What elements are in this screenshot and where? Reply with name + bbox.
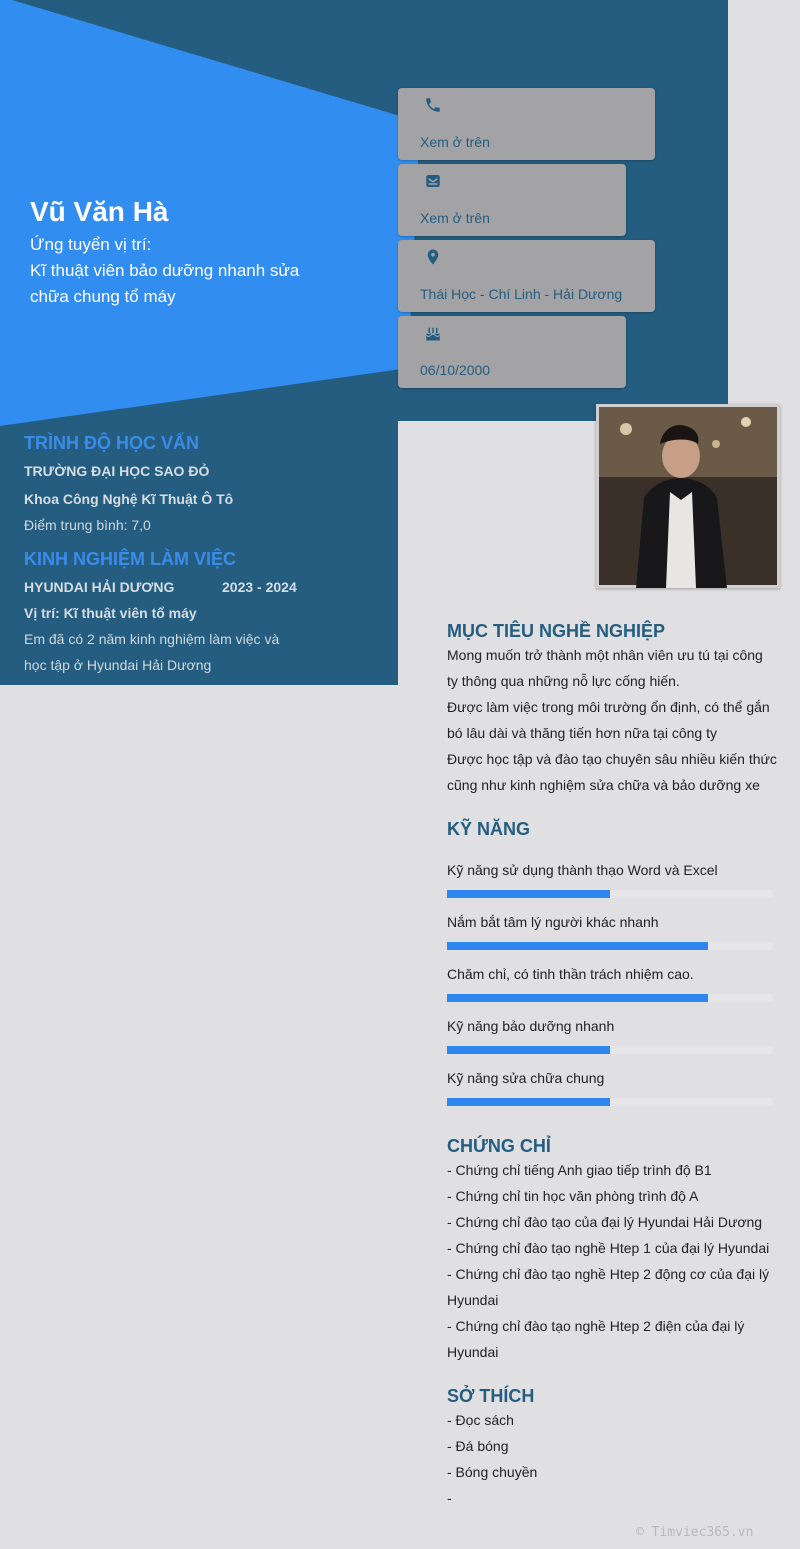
contact-birthday (398, 316, 626, 388)
skill-bar (447, 1098, 773, 1106)
skill-label: Nắm bắt tâm lý người khác nhanh (447, 914, 659, 930)
address-value: Thái Học - Chí Linh - Hải Dương (420, 286, 623, 302)
education-faculty: Khoa Công Nghệ Kĩ Thuật Ô Tô (24, 491, 234, 507)
location-pin-icon (424, 248, 442, 266)
objective-line: bó lâu dài và thăng tiến hơn nữa tại công ty (447, 725, 717, 741)
hobbies-title: SỞ THÍCH (447, 1386, 535, 1406)
objective-line: ty thông qua những nỗ lực cống hiến. (447, 673, 680, 689)
objective-line: Được làm việc trong môi trường ổn định, có thể gắn (447, 699, 770, 715)
experience-title: KINH NGHIỆM LÀM VIỆC (24, 549, 237, 569)
watermark: © Timviec365.vn (636, 1525, 754, 1540)
skill-bar (447, 994, 773, 1002)
experience-section (24, 549, 384, 678)
certificate-line: - Chứng chỉ đào tạo nghề Htep 2 điện của đại lý (447, 1318, 745, 1334)
phone-value: Xem ở trên (420, 134, 490, 150)
education-gpa: Điểm trung bình: 7,0 (24, 517, 151, 533)
education-section (24, 433, 384, 538)
email-icon (424, 172, 442, 190)
contact-phone (398, 88, 655, 160)
skill-bar-fill (447, 1046, 610, 1054)
skill-label: Kỹ năng sử dụng thành thạo Word và Excel (447, 862, 718, 878)
birthday-cake-icon (424, 324, 442, 342)
certificates-title: CHỨNG CHỈ (447, 1136, 551, 1156)
objective-line: cũng như kinh nghiệm sửa chữa và bảo dưỡng xe (447, 777, 760, 793)
experience-desc-line2: học tập ở Hyundai Hải Dương (24, 657, 212, 673)
birthday-value: 06/10/2000 (420, 362, 491, 378)
certificate-line: - Chứng chỉ tin học văn phòng trình độ A (447, 1188, 699, 1204)
objective-section (447, 621, 777, 798)
hobbies-section (447, 1386, 777, 1511)
certificate-line: - Chứng chỉ đào tạo nghề Htep 2 động cơ của đại lý (447, 1266, 770, 1282)
skill-label: Kỹ năng bảo dưỡng nhanh (447, 1018, 615, 1034)
skills-section (447, 819, 777, 840)
objective-title: MỤC TIÊU NGHỀ NGHIỆP (447, 621, 666, 641)
skill-bar (447, 890, 773, 898)
hobby-line: - Đá bóng (447, 1438, 509, 1454)
hobby-line: - Bóng chuyền (447, 1464, 538, 1480)
contact-address (398, 240, 655, 312)
contact-email (398, 164, 626, 236)
certificate-line: - Chứng chỉ tiếng Anh giao tiếp trình độ B1 (447, 1162, 712, 1178)
certificate-line: Hyundai (447, 1292, 499, 1308)
experience-period: 2023 - 2024 (222, 579, 297, 595)
profile-header (30, 196, 340, 310)
candidate-name: Vũ Văn Hà (30, 196, 169, 227)
email-value: Xem ở trên (420, 210, 490, 226)
objective-line: Mong muốn trở thành một nhân viên ưu tú tại công (447, 647, 763, 663)
profile-photo (596, 404, 780, 588)
profile-photo-image (596, 404, 780, 588)
education-title: TRÌNH ĐỘ HỌC VẤN (24, 433, 199, 453)
certificate-line: - Chứng chỉ đào tạo nghề Htep 1 của đại lý Hyundai (447, 1240, 770, 1256)
experience-desc-line1: Em đã có 2 năm kinh nghiệm làm việc và (24, 631, 280, 647)
skill-bar-fill (447, 890, 610, 898)
hobby-line: - (447, 1490, 452, 1506)
certificates-section (447, 1136, 777, 1365)
experience-company: HYUNDAI HẢI DƯƠNG (24, 579, 175, 595)
skill-label: Kỹ năng sửa chữa chung (447, 1070, 605, 1086)
skill-label: Chăm chỉ, có tinh thần trách nhiệm cao. (447, 966, 694, 982)
skill-bar (447, 1046, 773, 1054)
skill-bar-fill (447, 1098, 610, 1106)
education-school: TRƯỜNG ĐẠI HỌC SAO ĐỎ (24, 463, 210, 479)
skill-bar-fill (447, 994, 708, 1002)
apply-position-label: Ứng tuyển vị trí: (30, 235, 152, 254)
skills-title: KỸ NĂNG (447, 819, 531, 839)
skill-bar-fill (447, 942, 708, 950)
applied-position: Kĩ thuật viên bảo dưỡng nhanh sửa chữa chung tổ máy (30, 261, 300, 306)
hobby-line: - Đọc sách (447, 1412, 514, 1428)
certificate-line: - Chứng chỉ đào tạo của đại lý Hyundai Hải Dương (447, 1214, 763, 1230)
experience-role: Vị trí: Kĩ thuật viên tổ máy (24, 605, 197, 621)
certificate-line: Hyundai (447, 1344, 499, 1360)
objective-line: Được học tập và đào tạo chuyên sâu nhiều kiến thức (447, 751, 777, 767)
skill-bar (447, 942, 773, 950)
experience-header-row (24, 574, 384, 600)
phone-icon (424, 96, 442, 114)
